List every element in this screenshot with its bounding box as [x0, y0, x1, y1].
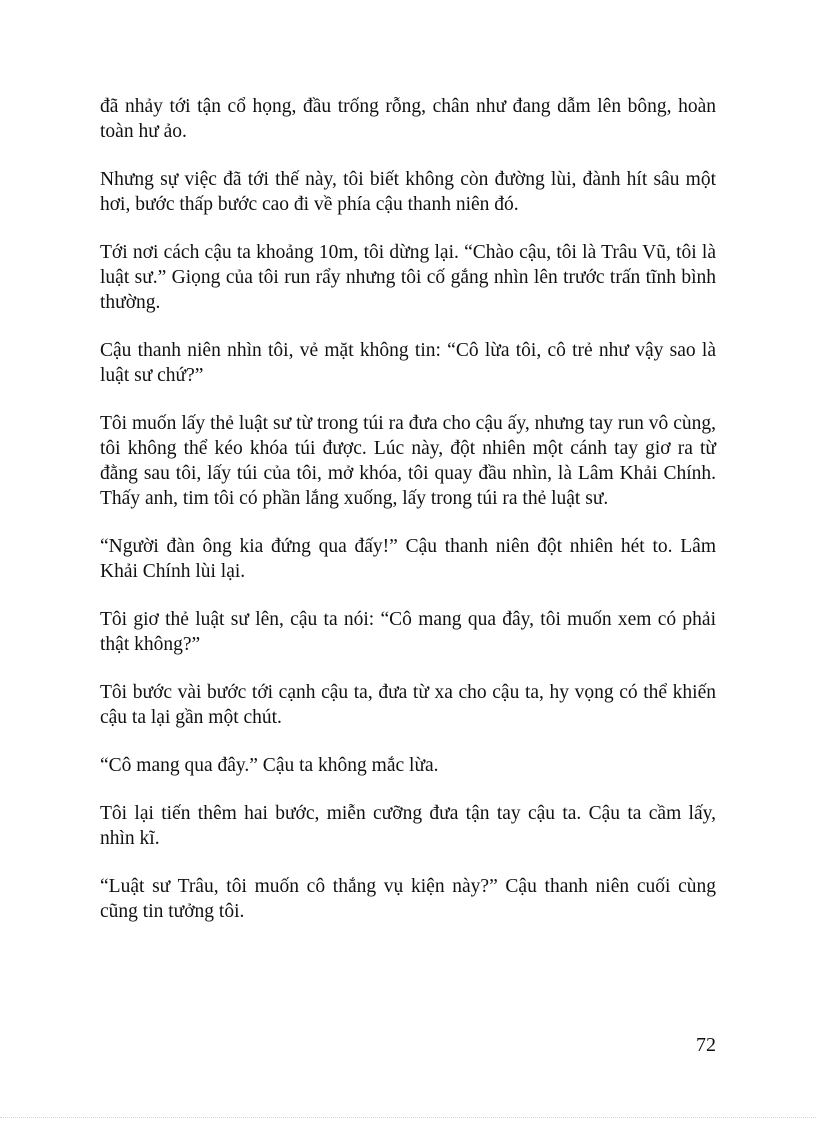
paragraph: Tôi lại tiến thêm hai bước, miễn cưỡng đưa tận tay cậu ta. Cậu ta cầm lấy, nhìn kĩ.: [100, 803, 716, 849]
paragraph: Nhưng sự việc đã tới thế này, tôi biết không còn đường lùi, đành hít sâu một hơi, bước thấp bước cao đi về phía cậu thanh niên đó.: [100, 169, 716, 215]
paragraph: Cậu thanh niên nhìn tôi, vẻ mặt không tin: “Cô lừa tôi, cô trẻ như vậy sao là luật sư chứ?”: [100, 340, 716, 386]
page-bottom-divider: [0, 1117, 816, 1118]
paragraph: “Người đàn ông kia đứng qua đấy!” Cậu thanh niên đột nhiên hét to. Lâm Khải Chính lùi lại.: [100, 536, 716, 582]
page-number: 72: [696, 1034, 716, 1056]
body-text: [100, 94, 716, 947]
paragraph: Tới nơi cách cậu ta khoảng 10m, tôi dừng lại. “Chào cậu, tôi là Trâu Vũ, tôi là luật sư.” Giọng của tôi run rẩy nhưng tôi cố gắng nhìn lên trước trấn tĩnh bình thường.: [100, 242, 716, 313]
paragraph: “Luật sư Trâu, tôi muốn cô thắng vụ kiện này?” Cậu thanh niên cuối cùng cũng tin tưởng tôi.: [100, 876, 716, 922]
paragraph: Tôi muốn lấy thẻ luật sư từ trong túi ra đưa cho cậu ấy, nhưng tay run vô cùng, tôi không thể kéo khóa túi được. Lúc này, đột nhiên một cánh tay giơ ra từ đằng sau tôi, lấy túi của tôi, mở khóa, tôi quay đầu nhìn, là Lâm Khải Chính. Thấy anh, tim tôi có phần lắng xuống, lấy trong túi ra thẻ luật sư.: [100, 413, 716, 509]
paragraph: Tôi giơ thẻ luật sư lên, cậu ta nói: “Cô mang qua đây, tôi muốn xem có phải thật không?”: [100, 609, 716, 655]
paragraph: đã nhảy tới tận cổ họng, đầu trống rỗng, chân như đang dẫm lên bông, hoàn toàn hư ảo.: [100, 96, 716, 142]
paragraph: “Cô mang qua đây.” Cậu ta không mắc lừa.: [100, 755, 439, 776]
paragraph: Tôi bước vài bước tới cạnh cậu ta, đưa từ xa cho cậu ta, hy vọng có thể khiến cậu ta lại gần một chút.: [100, 682, 716, 728]
